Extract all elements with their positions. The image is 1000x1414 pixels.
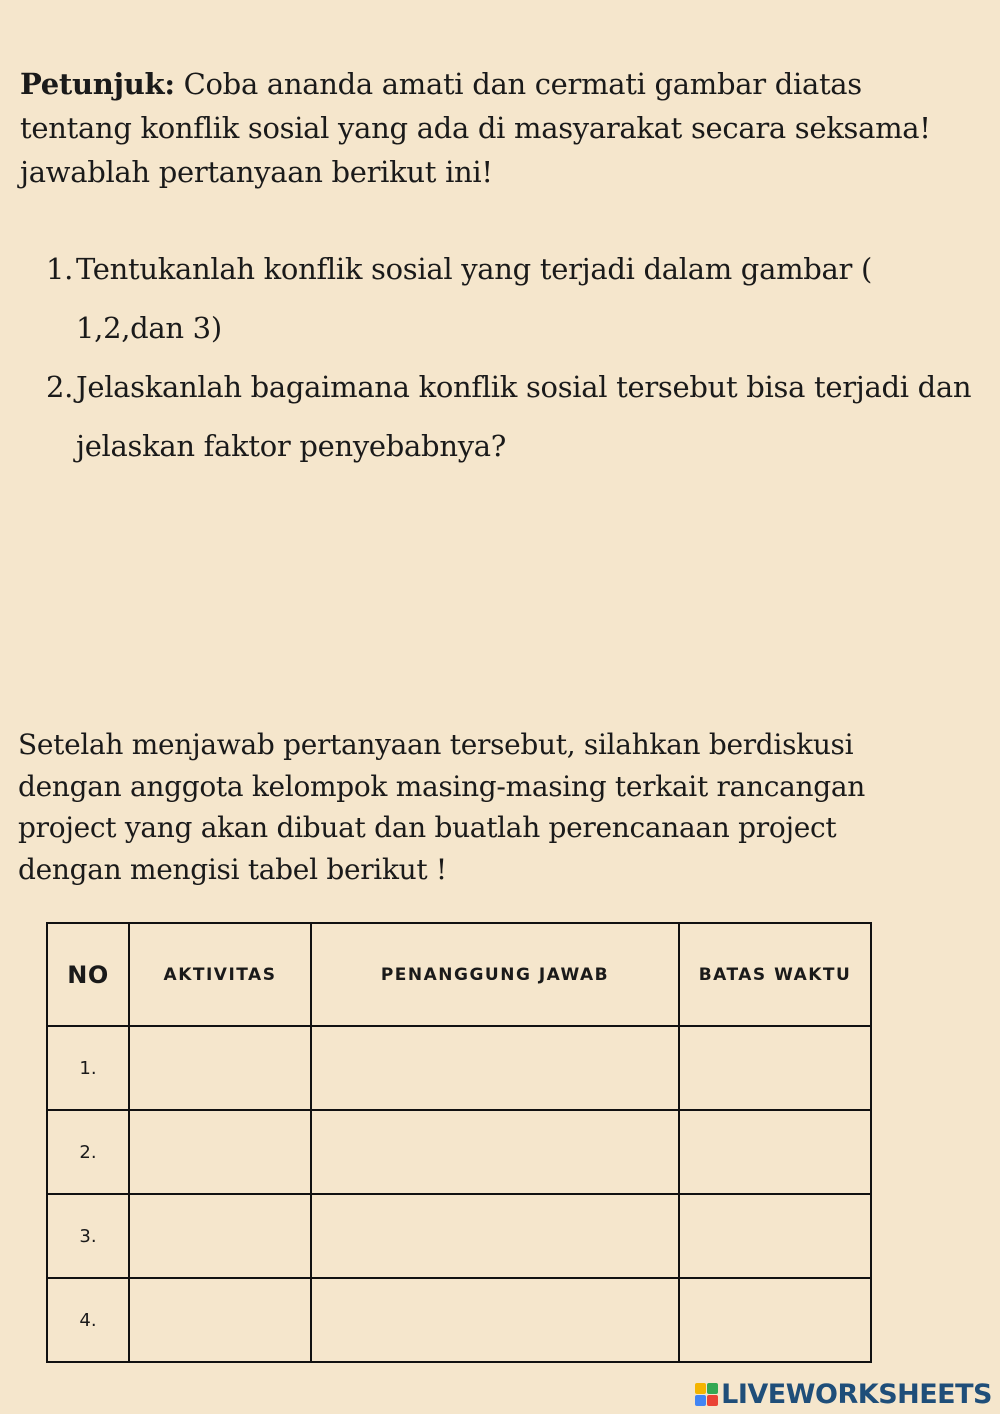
question-item-continuation [46,417,986,476]
batas-waktu-cell[interactable] [679,1194,871,1278]
penanggung-jawab-cell[interactable] [311,1194,679,1278]
logo-square-blue [695,1395,706,1406]
instructions-text: Coba ananda amati dan cermati gambar diatas tentang konflik sosial yang ada di masyarakat secara seksama! jawablah pertanyaan berikut ini! [20,67,931,189]
table-row [47,1026,871,1110]
table-row [47,1278,871,1362]
row-number-cell: 3. [47,1194,129,1278]
logo-square-green [707,1383,718,1394]
aktivitas-cell[interactable] [129,1194,311,1278]
header-batas-waktu: BATAS WAKTU [679,923,871,1026]
question-text: jelaskan faktor penyebabnya? [76,429,507,463]
question-number [46,417,72,476]
aktivitas-cell[interactable] [129,1026,311,1110]
row-number-cell: 2. [47,1110,129,1194]
header-penanggung-jawab: PENANGGUNG JAWAB [311,923,679,1026]
penanggung-jawab-cell[interactable] [311,1026,679,1110]
brand-name: LIVEWORKSHEETS [721,1379,992,1410]
liveworksheets-logo [695,1379,992,1410]
question-number: 2. [46,370,74,404]
aktivitas-cell[interactable] [129,1110,311,1194]
logo-square-yellow [695,1383,706,1394]
question-list [46,240,986,476]
liveworksheets-logo-icon [695,1383,718,1406]
penanggung-jawab-cell[interactable] [311,1278,679,1362]
aktivitas-cell[interactable] [129,1278,311,1362]
discussion-instructions: Setelah menjawab pertanyaan tersebut, silahkan berdiskusi dengan anggota kelompok masing-masing terkait rancangan project yang akan dibuat dan buatlah perencanaan project dengan mengisi tabel berikut ! [18,728,865,886]
question-text: Jelaskanlah bagaimana konflik sosial tersebut bisa terjadi dan [76,370,972,404]
batas-waktu-cell[interactable] [679,1278,871,1362]
row-number-cell: 1. [47,1026,129,1110]
header-aktivitas: AKTIVITAS [129,923,311,1026]
table-row [47,1110,871,1194]
question-text: Tentukanlah konflik sosial yang terjadi dalam gambar ( 1,2,dan 3) [76,252,873,345]
question-item [46,240,986,358]
instructions-label: Petunjuk: [20,67,175,101]
batas-waktu-cell[interactable] [679,1110,871,1194]
batas-waktu-cell[interactable] [679,1026,871,1110]
table-row [47,1194,871,1278]
header-no: NO [47,923,129,1026]
question-number: 1. [46,252,74,286]
project-plan-table [46,922,872,1363]
row-number-cell: 4. [47,1278,129,1362]
table-header-row [47,923,871,1026]
logo-square-red [707,1395,718,1406]
penanggung-jawab-cell[interactable] [311,1110,679,1194]
instructions-paragraph [20,62,970,194]
question-item [46,358,986,417]
